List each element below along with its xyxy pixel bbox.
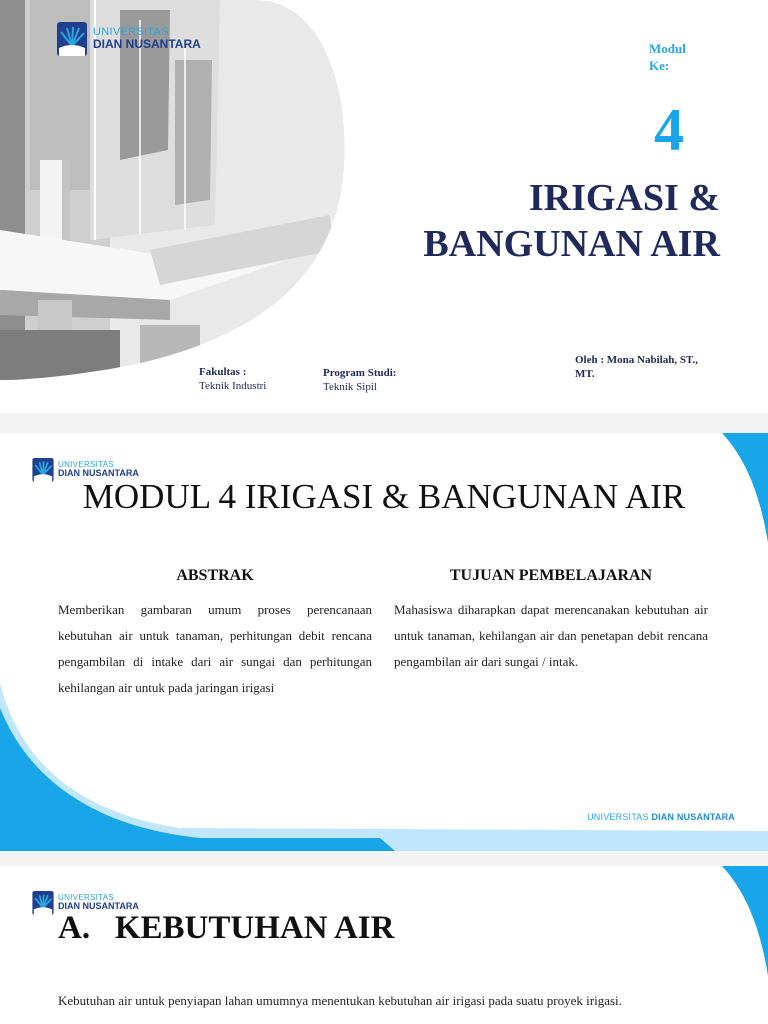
section-body: Kebutuhan air untuk penyiapan lahan umumnya menentukan kebutuhan air irigasi pada suatu proyek irigasi.	[58, 993, 622, 1008]
course-title	[340, 175, 720, 268]
footer-brand-name: DIAN NUSANTARA	[651, 812, 735, 822]
building-photo	[0, 0, 345, 380]
study-program-value: Teknik Sipil	[323, 381, 377, 394]
course-title-line-1: IRIGASI &	[528, 177, 720, 219]
section-title: A. KEBUTUHAN AIR	[58, 910, 395, 946]
footer-brand-prefix: UNIVERSITAS	[587, 812, 649, 822]
page-separator	[0, 851, 768, 866]
logo-line-1: UNIVERSITAS	[58, 460, 115, 470]
university-logo	[57, 22, 201, 56]
water-needs-page	[0, 866, 768, 1024]
module-label: Modul Ke:	[649, 41, 686, 73]
logo-line-2: DIAN NUSANTARA	[93, 37, 201, 52]
faculty-value: Teknik Industri	[199, 380, 267, 393]
footer-brand	[587, 812, 735, 822]
abstract-section	[58, 567, 372, 701]
learning-goals-heading: TUJUAN PEMBELAJARAN	[449, 567, 653, 584]
study-program-label: Program Studi:	[323, 367, 397, 379]
faculty-label: Fakultas :	[199, 366, 247, 378]
logo-line-1: UNIVERSITAS	[58, 893, 115, 903]
logo-line-2: DIAN NUSANTARA	[58, 468, 139, 479]
author-info: Oleh : Mona Nabilah, ST., MT.	[575, 354, 698, 381]
abstract-heading: ABSTRAK	[176, 567, 254, 584]
page-separator	[0, 413, 768, 433]
cover-page	[0, 0, 768, 413]
learning-goals-section	[394, 567, 708, 675]
study-program-info	[323, 366, 396, 395]
learning-goals-text: Mahasiswa diharapkan dapat merencanakan kebutuhan air untuk tanaman, kehilangan air dan penetapan debit rencana pengambilan air dari sungai / intak.	[394, 602, 708, 669]
sunburst-logo-icon	[57, 22, 87, 56]
logo-line-1: UNIVERSITAS	[93, 25, 169, 38]
module-title: MODUL 4 IRIGASI & BANGUNAN AIR	[82, 477, 686, 516]
faculty-info	[199, 365, 266, 394]
logo-line-2: DIAN NUSANTARA	[58, 901, 139, 912]
sunburst-logo-icon	[32, 891, 54, 915]
course-title-line-2: BANGUNAN AIR	[423, 223, 720, 266]
module-overview-page	[0, 433, 768, 851]
abstract-text: Memberikan gambaran umum proses perencanaan kebutuhan air untuk tanaman, perhitungan debit rencana pengambilan di intake dari air sungai dan perhitungan kehilangan air untuk pada jaringan irigasi	[58, 602, 372, 695]
module-number: 4	[654, 97, 684, 163]
